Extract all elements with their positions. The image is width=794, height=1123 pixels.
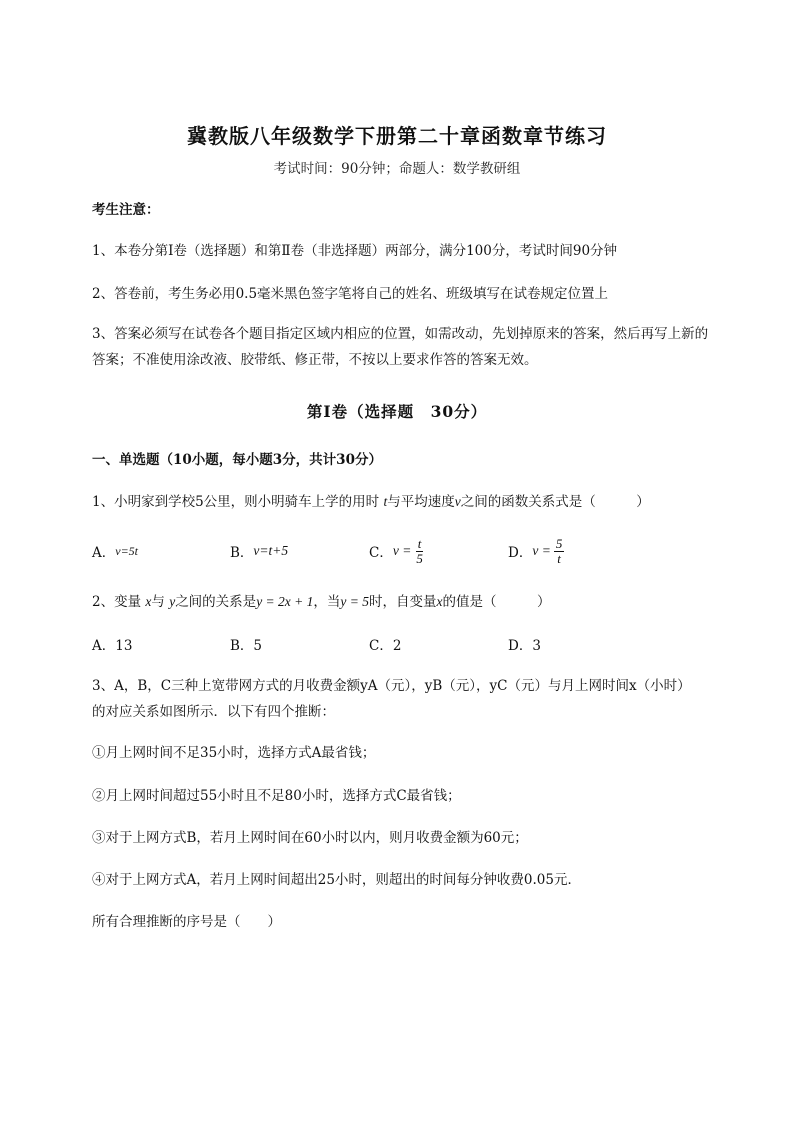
- section-title: 第Ⅰ卷（选择题 30分）: [306, 402, 488, 421]
- q1-var-v: v: [454, 494, 461, 509]
- q3-claim-2: ②月上网时间超过55小时且不足80小时，选择方式C最省钱；: [92, 788, 461, 804]
- notice-item-3: 3、答案必须写在试卷各个题目指定区域内相应的位置，如需改动，先划掉原来的答案，然后再写上新的答案；不准使用涂改液、胶带纸、修正带，不按以上要求作答的答案无效。: [92, 326, 709, 368]
- q1-option-b-label: B．: [230, 545, 254, 561]
- q1-var-t: t: [383, 494, 388, 509]
- q2-when2: 时，自变量: [369, 594, 437, 610]
- question-3-line-2: 的对应关系如图所示．以下有四个推断：: [92, 704, 335, 720]
- q2-equation: y = 2x + 1: [256, 594, 314, 609]
- question-3-line-1: 3、A，B，C三种上宽带网方式的月收费金额yA（元），yB（元），yC（元）与月上网时间x（小时）: [92, 678, 691, 694]
- q1-option-a-label: A．: [92, 545, 116, 561]
- q1-option-d-fraction: [554, 537, 565, 566]
- q2-option-c[interactable]: C．2: [369, 638, 402, 654]
- q2-prefix: 2、变量: [92, 594, 142, 610]
- q3-claim-3: ③对于上网方式B，若月上网时间在60小时以内，则月收费金额为60元；: [92, 830, 528, 846]
- q2-and: 与: [151, 594, 165, 610]
- notice-heading: 考生注意：: [92, 202, 160, 218]
- q3-claim-1: ①月上网时间不足35小时，选择方式A最省钱；: [92, 745, 376, 761]
- q2-condition: y = 5: [340, 594, 370, 609]
- q1-option-c-numerator: t: [417, 535, 422, 551]
- q3-question: 所有合理推断的序号是（ ）: [92, 914, 281, 930]
- q2-var-y: y: [169, 594, 176, 609]
- q2-option-a[interactable]: A．13: [92, 638, 133, 654]
- q1-option-a[interactable]: [92, 534, 138, 568]
- q1-option-d-denominator: t: [557, 550, 561, 566]
- q2-var-x: x: [145, 594, 152, 609]
- q3-claim-4: ④对于上网方式A，若月上网时间超出25小时，则超出的时间每分钟收费0.05元．: [92, 872, 581, 888]
- exam-subtitle: 考试时间：90分钟；命题人：数学教研组: [273, 161, 521, 177]
- q1-option-b[interactable]: [230, 534, 288, 568]
- q1-option-c-denominator: 5: [416, 550, 423, 566]
- q1-option-d[interactable]: [508, 534, 564, 568]
- q1-option-d-lhs: v =: [532, 543, 551, 558]
- q2-option-d[interactable]: D．3: [508, 638, 541, 654]
- q1-option-c-label: C．: [369, 545, 393, 561]
- q2-option-b[interactable]: B．5: [230, 638, 263, 654]
- q1-option-a-expr: v=5t: [115, 543, 139, 558]
- q1-option-c-lhs: v =: [392, 543, 412, 558]
- q1-suffix: 之间的函数关系式是（ ）: [460, 494, 650, 510]
- q1-prefix: 1、小明家到学校5公里，则小明骑车上学的用时: [92, 494, 380, 510]
- q2-when: ，当: [313, 594, 341, 610]
- q1-options: [92, 534, 712, 568]
- notice-item-1: 1、本卷分第Ⅰ卷（选择题）和第Ⅱ卷（非选择题）两部分，满分100分，考试时间90分钟: [92, 243, 618, 259]
- part-heading: 一、单选题（10小题，每小题3分，共计30分）: [92, 452, 382, 468]
- question-1: [92, 492, 650, 512]
- notice-item-2: 2、答卷前，考生务必用0.5毫米黑色签字笔将自己的姓名、班级填写在试卷规定位置上: [92, 286, 609, 302]
- q1-option-c[interactable]: [369, 534, 425, 568]
- q1-option-d-label: D．: [508, 545, 533, 561]
- q2-rel: 之间的关系是: [175, 594, 257, 610]
- question-2: [92, 592, 551, 612]
- exam-title: 冀教版八年级数学下册第二十章函数章节练习: [187, 124, 607, 148]
- q2-suffix: 的值是（ ）: [442, 594, 551, 610]
- q1-mid: 与平均速度: [387, 494, 455, 510]
- q2-var-x2: x: [436, 594, 443, 609]
- q1-option-b-expr: v=t+5: [253, 543, 289, 558]
- q2-options: [92, 627, 712, 661]
- q1-option-d-numerator: 5: [555, 535, 563, 551]
- q1-option-c-fraction: [414, 537, 425, 566]
